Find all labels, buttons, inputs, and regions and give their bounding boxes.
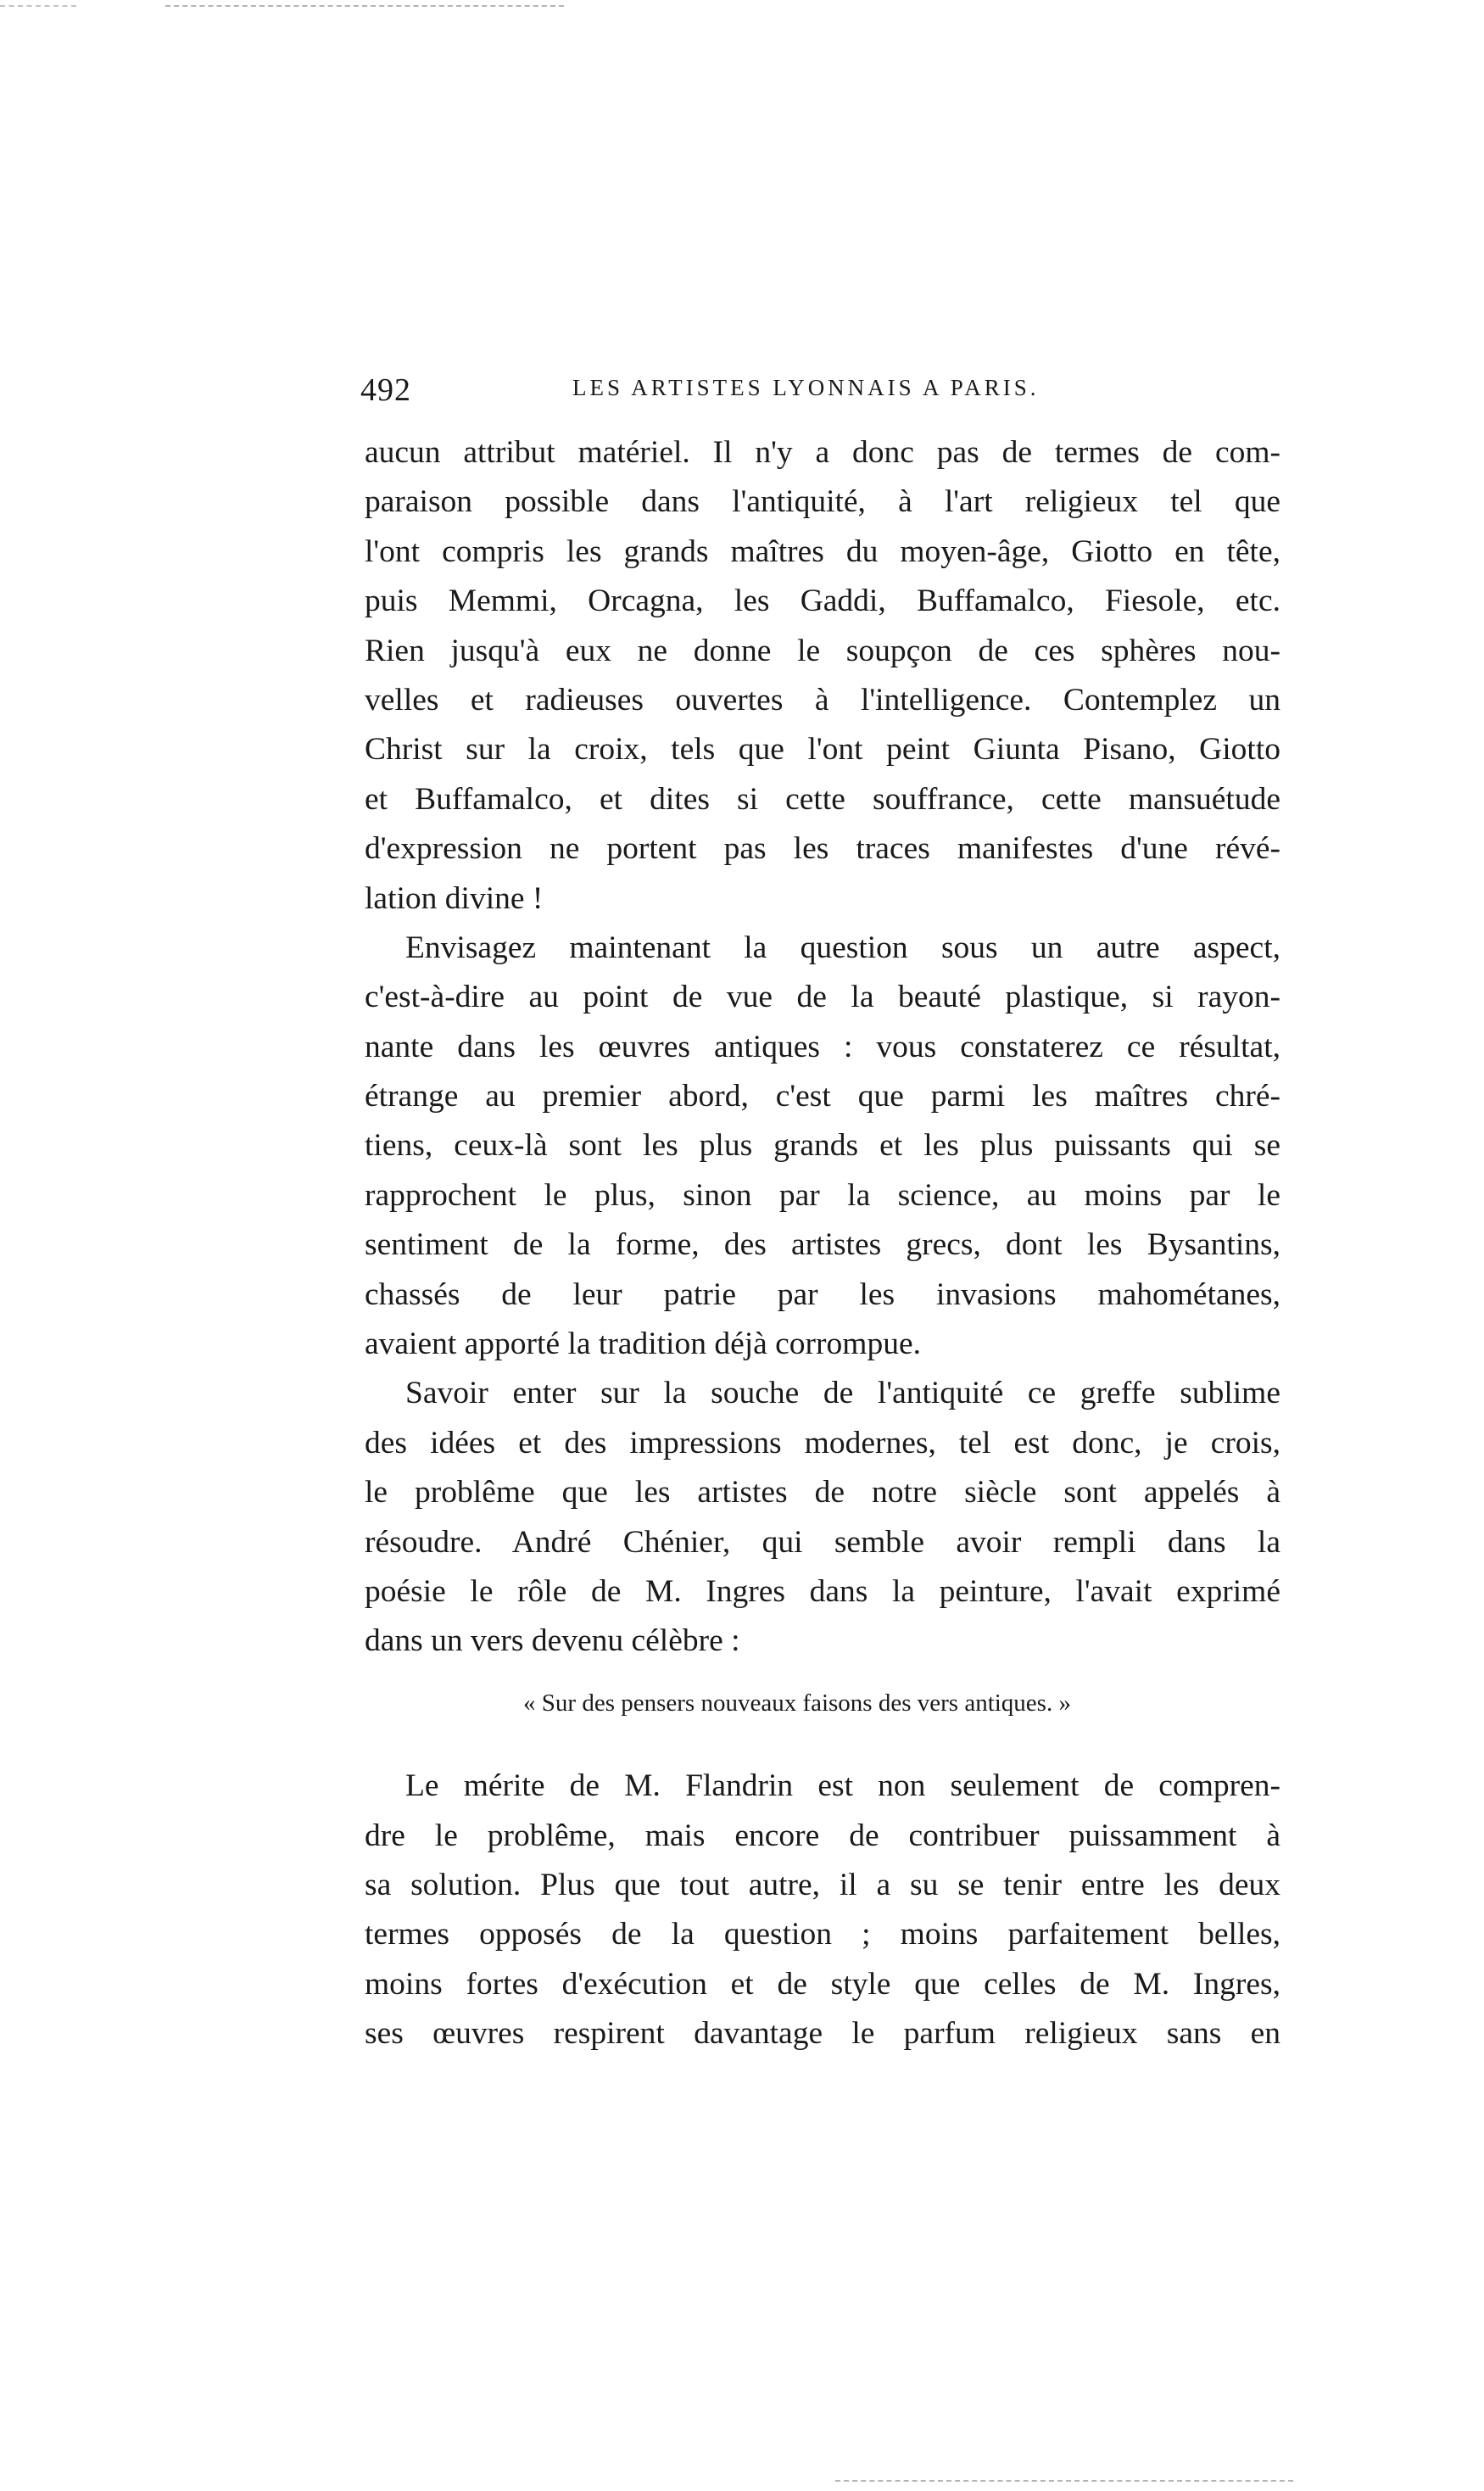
text-line: puis Memmi, Orcagna, les Gaddi, Buffamalco, Fiesole, etc. bbox=[365, 584, 1280, 619]
paragraph bbox=[365, 1762, 1280, 2058]
text-line: rapprochent le plus, sinon par la science, au moins par le bbox=[365, 1177, 1280, 1213]
text-line: chassés de leur patrie par les invasions mahométanes, bbox=[365, 1276, 1280, 1312]
text-line: paraison possible dans l'antiquité, à l'art religieux tel que bbox=[365, 484, 1280, 520]
running-title: LES ARTISTES LYONNAIS A PARIS. bbox=[572, 375, 1040, 400]
running-head bbox=[360, 371, 1280, 409]
text-line: c'est-à-dire au point de vue de la beauté plastique, si rayon- bbox=[365, 980, 1280, 1015]
text-line: dans un vers devenu célèbre : bbox=[365, 1623, 740, 1659]
page-number: 492 bbox=[360, 372, 411, 408]
text-line: termes opposés de la question ; moins parfaitement belles, bbox=[365, 1917, 1280, 1952]
text-line: aucun attribut matériel. Il n'y a donc pas de termes de com- bbox=[365, 435, 1280, 470]
text-line: étrange au premier abord, c'est que parmi les maîtres chré- bbox=[365, 1079, 1280, 1114]
body-text bbox=[365, 428, 1280, 2059]
text-line: poésie le rôle de M. Ingres dans la peinture, l'avait exprimé bbox=[365, 1573, 1280, 1609]
text-line: ses œuvres respirent davantage le parfum religieux sans en bbox=[365, 2016, 1280, 2052]
text-line: Christ sur la croix, tels que l'ont peint Giunta Pisano, Giotto bbox=[365, 732, 1280, 768]
text-line: avaient apporté la tradition déjà corrompue. bbox=[365, 1326, 921, 1362]
text-line: nante dans les œuvres antiques : vous constaterez ce résultat, bbox=[365, 1029, 1280, 1064]
text-line: Envisagez maintenant la question sous un autre aspect, bbox=[405, 930, 1280, 965]
scan-edge-mark bbox=[0, 5, 76, 7]
text-line: tiens, ceux-là sont les plus grands et les plus puissants qui se bbox=[365, 1128, 1280, 1164]
text-line: et Buffamalco, et dites si cette souffrance, cette mansuétude bbox=[365, 781, 1280, 817]
text-line: des idées et des impressions modernes, tel est donc, je crois, bbox=[365, 1425, 1280, 1461]
text-line: Savoir enter sur la souche de l'antiquité ce greffe sublime bbox=[405, 1376, 1280, 1411]
text-line: sentiment de la forme, des artistes grecs, dont les Bysantins, bbox=[365, 1227, 1280, 1263]
text-line: d'expression ne portent pas les traces manifestes d'une révé- bbox=[365, 831, 1280, 867]
verse-quotation: « Sur des pensers nouveaux faisons des vers antiques. » bbox=[523, 1689, 1071, 1717]
text-line: velles et radieuses ouvertes à l'intelligence. Contemplez un bbox=[365, 682, 1280, 718]
paragraph bbox=[365, 1369, 1280, 1666]
scan-edge-mark bbox=[165, 5, 564, 7]
text-line: Rien jusqu'à eux ne donne le soupçon de ces sphères nou- bbox=[365, 633, 1280, 668]
text-line: lation divine ! bbox=[365, 880, 544, 916]
paragraph bbox=[365, 924, 1280, 1370]
text-line: moins fortes d'exécution et de style que celles de M. Ingres, bbox=[365, 1966, 1280, 2002]
paragraph bbox=[365, 428, 1280, 924]
text-line: Le mérite de M. Flandrin est non seulement de compren- bbox=[405, 1768, 1280, 1804]
text-line: l'ont compris les grands maîtres du moyen-âge, Giotto en tête, bbox=[365, 533, 1280, 569]
text-line: résoudre. André Chénier, qui semble avoir rempli dans la bbox=[365, 1524, 1280, 1560]
text-line: le problême que les artistes de notre siècle sont appelés à bbox=[365, 1475, 1280, 1511]
text-line: sa solution. Plus que tout autre, il a su se tenir entre les deux bbox=[365, 1867, 1280, 1902]
text-line: dre le problême, mais encore de contribuer puissamment à bbox=[365, 1818, 1280, 1853]
scan-edge-mark bbox=[835, 2480, 1293, 2482]
